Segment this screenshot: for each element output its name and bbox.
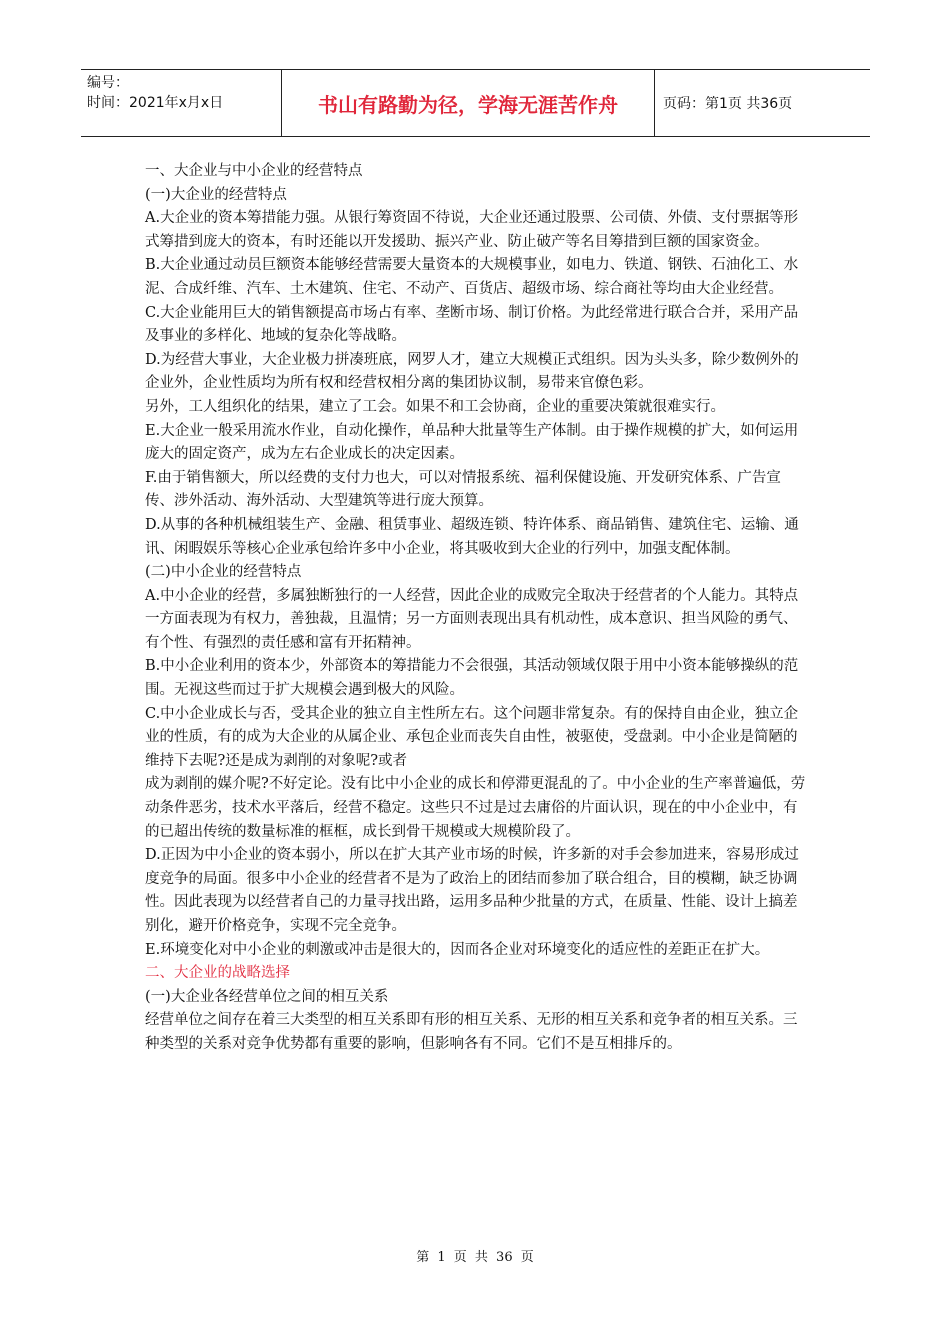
document-number-label: 编号： — [87, 75, 129, 91]
paragraph: 另外，工人组织化的结果，建立了工会。如果不和工会协商，企业的重要决策就很难实行。 — [145, 398, 725, 415]
paragraph: E.大企业一般采用流水作业，自动化操作，单品种大批量等生产体制。由于操作规模的扩大，如何运用庞大的固定资产，成为左右企业成长的决定因素。 — [145, 422, 799, 463]
paragraph: C.大企业能用巨大的销售额提高市场占有率、垄断市场、制订价格。为此经常进行联合合并，采用产品及事业的多样化、地域的复杂化等战略。 — [145, 304, 799, 345]
header-page-number: 页码：第1页 共36页 — [663, 96, 793, 112]
paragraph: A.大企业的资本筹措能力强。从银行筹资固不待说，大企业还通过股票、公司债、外债、支付票据等形式筹措到庞大的资本，有时还能以开发援助、振兴产业、防止破产等名目筹措到巨额的国家资金。 — [145, 210, 799, 250]
header-meta — [81, 70, 282, 136]
paragraph: 经营单位之间存在着三大类型的相互关系即有形的相互关系、无形的相互关系和竞争者的相互关系。三种类型的关系对竞争优势都有重要的影响，但影响各有不同。它们不是互相排斥的。 — [145, 1012, 798, 1052]
paragraph: (一)大企业的经营特点 — [145, 186, 287, 203]
document-date-label: 时间：2021年x月x日 — [87, 95, 224, 111]
paragraph: E.环境变化对中小企业的刺激或冲击是很大的，因而各企业对环境变化的适应性的差距正在扩大。 — [145, 941, 770, 958]
page-header — [81, 69, 870, 137]
paragraph: C.中小企业成长与否，受其企业的独立自主性所左右。这个问题非常复杂。有的保持自由企业，独立企业的性质，有的成为大企业的从属企业、承包企业而丧失自由性，被驱使，受盘剥。中小企业是简陋的维持下去呢?还是成为剥削的对象呢?或者 — [145, 705, 799, 769]
paragraph: (一)大企业各经营单位之间的相互关系 — [145, 988, 389, 1005]
paragraph: 成为剥削的媒介呢?不好定论。没有比中小企业的成长和停滞更混乱的了。中小企业的生产率普遍低，劳动条件恶劣，技术水平落后，经营不稳定。这些只不过是过去庸俗的片面认识，现在的中小企业中，有的已超出传统的数量标准的框框，成长到骨干规模或大规模阶段了。 — [145, 776, 806, 840]
page-footer: 第 1 页 共 36 页 — [416, 1250, 534, 1265]
header-motto: 书山有路勤为径，学海无涯苦作舟 — [282, 70, 655, 136]
paragraph: F.由于销售额大，所以经费的支付力也大，可以对情报系统、福利保健设施、开发研究体系、广告宣传、涉外活动、海外活动、大型建筑等进行庞大预算。 — [145, 469, 781, 510]
paragraph: D.从事的各种机械组装生产、金融、租赁事业、超级连锁、特许体系、商品销售、建筑住宅、运输、通讯、闲暇娱乐等核心企业承包给许多中小企业，将其吸收到大企业的行列中，加强支配体制。 — [145, 516, 799, 557]
paragraph: (二)中小企业的经营特点 — [145, 564, 302, 581]
paragraph: 一、大企业与中小企业的经营特点 — [145, 163, 363, 179]
paragraph: D.为经营大事业，大企业极力拼凑班底，网罗人才，建立大规模正式组织。因为头头多，除少数例外的企业外，企业性质均为所有权和经营权相分离的集团协议制，易带来官僚色彩。 — [145, 351, 799, 392]
document-body — [145, 160, 809, 1057]
section-heading: 二、大企业的战略选择 — [145, 965, 290, 982]
paragraph: B.大企业通过动员巨额资本能够经营需要大量资本的大规模事业，如电力、铁道、钢铁、石油化工、水泥、合成纤维、汽车、土木建筑、住宅、不动产、百货店、超级市场、综合商社等均由大企业经营。 — [145, 257, 799, 297]
paragraph: D.正因为中小企业的资本弱小，所以在扩大其产业市场的时候，许多新的对手会参加进来，容易形成过度竞争的局面。很多中小企业的经营者不是为了政治上的团结而参加了联合组合，目的模糊，缺乏协调性。因此表现为以经营者自己的力量寻找出路，运用多品种少批量的方式，在质量、性能、设计上搞差别化，避开价格竞争，实现不完全竞争。 — [145, 847, 799, 934]
paragraph: A.中小企业的经营，多属独断独行的一人经营，因此企业的成败完全取决于经营者的个人能力。其特点一方面表现为有权力，善独裁，且温情；另一方面则表现出具有机动性，成本意识、担当风险的勇气、有个性、有强烈的责任感和富有开拓精神。 — [145, 587, 799, 651]
paragraph: B.中小企业利用的资本少，外部资本的筹措能力不会很强，其活动领域仅限于用中小资本能够操纵的范围。无视这些而过于扩大规模会遇到极大的风险。 — [145, 658, 799, 699]
